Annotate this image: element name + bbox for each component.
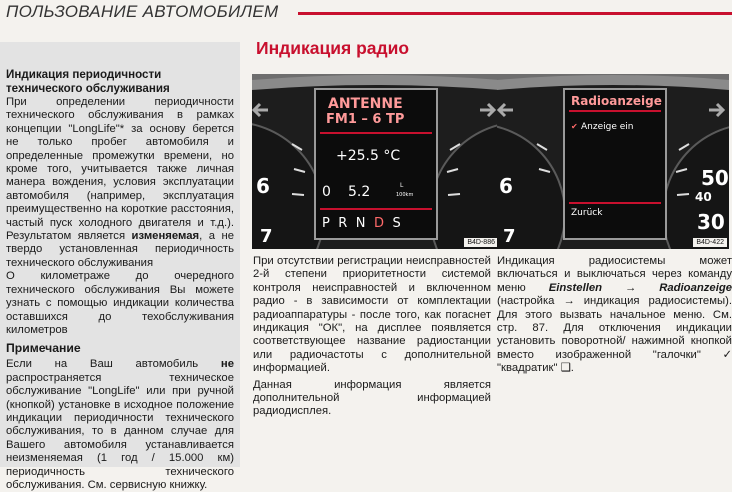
gauge-label-7: 7 xyxy=(260,226,273,247)
left-sidebar-column xyxy=(0,42,240,491)
gear-d-active: D xyxy=(373,216,384,231)
antenna-label: ANTENNE xyxy=(328,96,403,112)
maintenance-paragraph-2: О километраже до очередного технического обслуживания Вы можете узнать с помощью индикации количества оставшихся до техобслуживания километров xyxy=(6,270,234,336)
check-icon: ✔ xyxy=(571,122,578,131)
unit-100km: 100km xyxy=(396,192,414,198)
right-column-text xyxy=(497,255,732,379)
unit-liter: L xyxy=(400,182,404,189)
gauge-label-7-fig2: 7 xyxy=(503,226,516,247)
menu-path-einstellen: Einstellen xyxy=(548,281,603,294)
gear-n: N xyxy=(355,216,366,231)
gear-indicator xyxy=(322,214,401,232)
menu-path-radioanzeige: Radioanzeige xyxy=(659,281,732,294)
bold-word-not: не xyxy=(220,358,235,371)
figure-id-2: B4D-422 xyxy=(693,238,727,247)
menu-divider-bottom xyxy=(569,202,661,204)
figure-id-1: B4D-886 xyxy=(464,238,498,247)
menu-lcd-screen xyxy=(563,88,667,240)
radio-paragraph-1: При отсутствии регистрации неисправностей 2-й степени приоритетности системой контроля неисправностей и включенном радио - в зависимости от комплектации радиоаппаратуры - после того, как погаснет индикация "ОК", на дисплее появляется соответствующее название радиостанции или радиочастоты с дополнительной информацией. xyxy=(253,255,491,375)
section-title: Индикация радио xyxy=(256,38,410,58)
gear-s: S xyxy=(392,216,401,231)
radio-menu-paragraph: Индикация радиосистемы может включаться и выключаться через команду меню Einstellen → Radioanzeige (настройка → индикация радиосистемы). Для этого вызвать начальное меню. См. стр. 87. Для отключения индикации установить поворотной/ нажимной кнопкой вместо изображенной "галочки" ✓ "квадратик" ❑. xyxy=(497,255,732,375)
radio-lcd-screen xyxy=(314,88,438,240)
middle-column-text xyxy=(253,255,491,422)
menu-item-anzeige-ein: Anzeige ein xyxy=(581,122,634,132)
page-header-title: ПОЛЬЗОВАНИЕ АВТОМОБИЛЕМ xyxy=(6,2,279,21)
station-label: FM1 – 6 TP xyxy=(326,112,405,127)
gauge-label-40: 40 xyxy=(695,190,712,204)
figure-radio-menu xyxy=(497,74,729,249)
bold-word-variable: изменяемая xyxy=(131,230,200,243)
menu-title: Radioanzeige xyxy=(571,94,662,108)
maintenance-heading: Индикация периодичности технического обслуживания xyxy=(6,68,170,95)
page-header xyxy=(6,0,732,26)
temperature-readout: +25.5 °C xyxy=(336,148,401,164)
display-divider-top xyxy=(320,132,432,134)
header-rule xyxy=(298,12,732,15)
note-heading: Примечание xyxy=(6,341,81,356)
left-column-text xyxy=(6,68,234,492)
maintenance-paragraph-1: При определении периодичности технического обслуживания в рамках концепции "LongLife"* за основу берется не только пробег автомобиля и определенные промежутки времени, но кроме того, учитывается также личная манера вождения, условия эксплуатации автомобиля (например, эксплуатация преимущественно на короткие расстояния, частый пуск холодного двигателя и т.д.). Результатом является изменяемая, а не твердо установленная периодичность технического обслуживания xyxy=(6,96,234,269)
gauge-label-50: 50 xyxy=(701,166,729,190)
odometer-zero: 0 xyxy=(322,184,331,200)
gauge-label-30: 30 xyxy=(697,210,725,234)
gear-r: R xyxy=(338,216,348,231)
menu-divider-top xyxy=(569,110,661,112)
menu-back-item: Zurück xyxy=(571,208,603,218)
gear-p: P xyxy=(322,216,330,231)
consumption-readout: 5.2 xyxy=(348,184,371,200)
radio-paragraph-2: Данная информация является дополнительной информацией радиодисплея. xyxy=(253,378,491,418)
figure-radio-display xyxy=(252,74,500,249)
gauge-label-6-fig2: 6 xyxy=(499,174,513,198)
display-divider-bottom xyxy=(320,208,432,210)
note-paragraph: Если на Ваш автомобиль не распространяется техническое обслуживание "LongLife" или при ручной (кнопкой) установке в исходное положение индикации периодичности технического обслуживания, то в данном случае для Вашего автомобиля устанавливается неизменяемая (1 год / 15.000 км) периодичность технического обслуживания. См. сервисную книжку. xyxy=(6,358,235,491)
gauge-label-6: 6 xyxy=(256,174,270,198)
